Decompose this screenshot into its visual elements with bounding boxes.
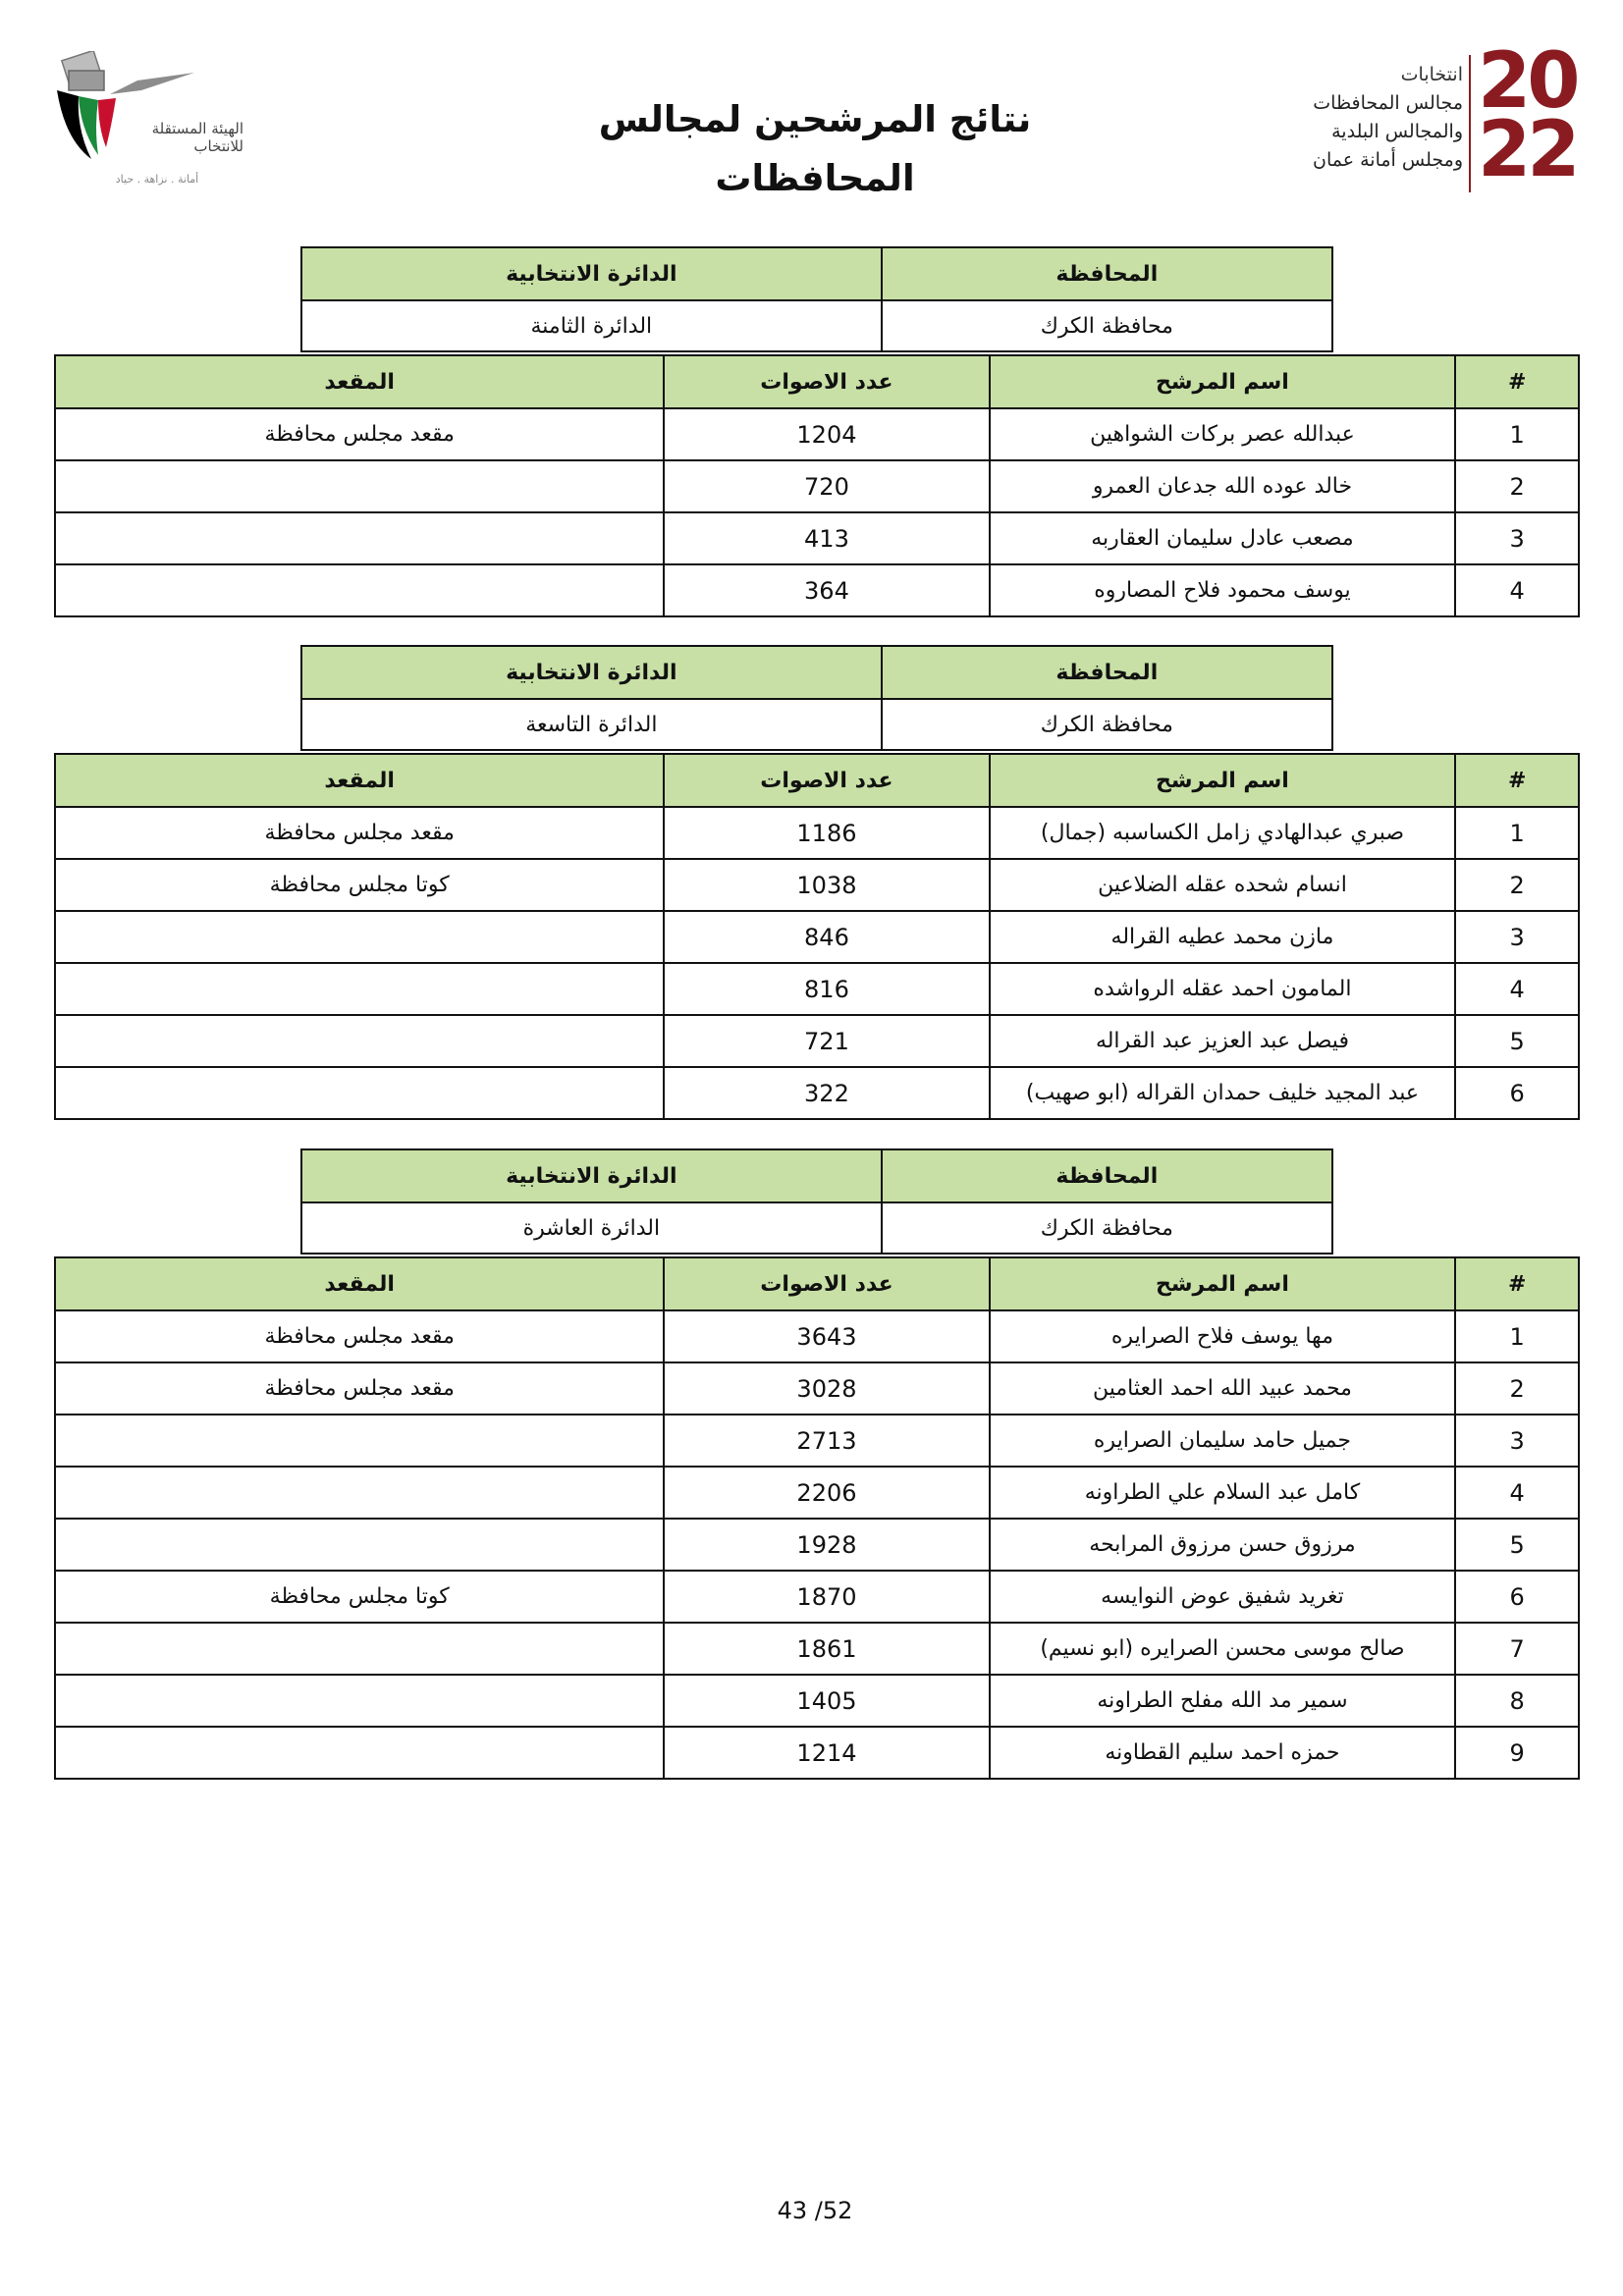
row-number: 9	[1455, 1727, 1579, 1779]
row-number: 5	[1455, 1519, 1579, 1571]
year-bottom: 22	[1478, 106, 1577, 194]
table-row	[55, 1519, 1579, 1571]
table-row	[55, 460, 1579, 512]
candidate-name: صبري عبدالهادي زامل الكساسبه (جمال)	[990, 807, 1456, 859]
table-row	[55, 564, 1579, 616]
vote-count: 3643	[664, 1310, 989, 1362]
row-number: 2	[1455, 1362, 1579, 1415]
vote-count: 3028	[664, 1362, 989, 1415]
year-top: 20	[1478, 37, 1577, 126]
candidate-name: مرزوق حسن مرزوق المرابحه	[990, 1519, 1456, 1571]
candidate-header: اسم المرشح	[990, 754, 1456, 807]
row-number: 6	[1455, 1067, 1579, 1119]
vote-count: 1038	[664, 859, 989, 911]
governorate-value: محافظة الكرك	[882, 699, 1332, 750]
seat-type: مقعد مجلس محافظة	[55, 1310, 664, 1362]
governorate-header: المحافظة	[882, 1149, 1332, 1202]
table-row	[55, 408, 1579, 460]
table-row	[55, 807, 1579, 859]
seat-type: كوتا مجلس محافظة	[55, 1571, 664, 1623]
table-row	[55, 1571, 1579, 1623]
table-row	[55, 1623, 1579, 1675]
candidate-name: انسام شحده عقله الضلاعين	[990, 859, 1456, 911]
candidate-name: مصعب عادل سليمان العقاربه	[990, 512, 1456, 564]
district-header: الدائرة الانتخابية	[301, 247, 882, 300]
district-value: الدائرة التاسعة	[301, 699, 882, 750]
seat-type	[55, 512, 664, 564]
table-row	[55, 512, 1579, 564]
elections-line-amman: ومجلس أمانة عمان	[1313, 149, 1463, 171]
district-info-table	[300, 246, 1333, 352]
seat-type	[55, 460, 664, 512]
table-row	[55, 963, 1579, 1015]
candidate-name: سمير مد الله مفلح الطراونه	[990, 1675, 1456, 1727]
seat-header: المقعد	[55, 1257, 664, 1310]
table-row	[55, 859, 1579, 911]
district-value: الدائرة العاشرة	[301, 1202, 882, 1254]
num-header: #	[1455, 1257, 1579, 1310]
candidate-name: جميل حامد سليمان الصرايره	[990, 1415, 1456, 1467]
row-number: 2	[1455, 460, 1579, 512]
table-row	[55, 1362, 1579, 1415]
vote-count: 720	[664, 460, 989, 512]
vote-count: 1186	[664, 807, 989, 859]
vote-count: 1861	[664, 1623, 989, 1675]
seat-type: كوتا مجلس محافظة	[55, 859, 664, 911]
results-table	[54, 753, 1580, 1120]
vote-count: 364	[664, 564, 989, 616]
seat-type: مقعد مجلس محافظة	[55, 807, 664, 859]
table-row	[55, 1675, 1579, 1727]
page-number: 43 /52	[777, 2197, 853, 2224]
seat-type	[55, 1675, 664, 1727]
seat-type	[55, 1623, 664, 1675]
vote-count: 1214	[664, 1727, 989, 1779]
seat-type	[55, 1519, 664, 1571]
row-number: 4	[1455, 963, 1579, 1015]
row-number: 7	[1455, 1623, 1579, 1675]
vote-count: 1405	[664, 1675, 989, 1727]
seat-type	[55, 1727, 664, 1779]
seat-type	[55, 1467, 664, 1519]
candidate-name: عبد المجيد خليف حمدان القراله (ابو صهيب)	[990, 1067, 1456, 1119]
candidate-name: فيصل عبد العزيز عبد القراله	[990, 1015, 1456, 1067]
elections-line-municipal: والمجالس البلدية	[1331, 121, 1463, 142]
governorate-value: محافظة الكرك	[882, 1202, 1332, 1254]
votes-header: عدد الاصوات	[664, 1257, 989, 1310]
seat-type: مقعد مجلس محافظة	[55, 1362, 664, 1415]
candidate-header: اسم المرشح	[990, 355, 1456, 408]
seat-type	[55, 1015, 664, 1067]
vote-count: 2206	[664, 1467, 989, 1519]
elections-line-governorates: مجالس المحافظات	[1313, 92, 1463, 114]
candidate-name: صالح موسى محسن الصرايره (ابو نسيم)	[990, 1623, 1456, 1675]
table-row	[55, 1415, 1579, 1467]
vote-count: 816	[664, 963, 989, 1015]
votes-header: عدد الاصوات	[664, 355, 989, 408]
row-number: 6	[1455, 1571, 1579, 1623]
seat-type	[55, 1067, 664, 1119]
candidate-name: محمد عبيد الله احمد العثامين	[990, 1362, 1456, 1415]
seat-header: المقعد	[55, 754, 664, 807]
num-header: #	[1455, 355, 1579, 408]
row-number: 1	[1455, 807, 1579, 859]
candidate-header: اسم المرشح	[990, 1257, 1456, 1310]
vote-count: 1204	[664, 408, 989, 460]
candidate-name: كامل عبد السلام علي الطراونه	[990, 1467, 1456, 1519]
elections-caption	[1276, 61, 1463, 175]
vote-count: 413	[664, 512, 989, 564]
governorate-value: محافظة الكرك	[882, 300, 1332, 351]
row-number: 1	[1455, 1310, 1579, 1362]
row-number: 3	[1455, 1415, 1579, 1467]
district-value: الدائرة الثامنة	[301, 300, 882, 351]
district-header: الدائرة الانتخابية	[301, 646, 882, 699]
district-info-table	[300, 645, 1333, 751]
iec-motto: أمانة . نزاهة . حياد	[115, 173, 199, 186]
seat-header: المقعد	[55, 355, 664, 408]
table-row	[55, 1310, 1579, 1362]
seat-type	[55, 1415, 664, 1467]
table-row	[55, 1467, 1579, 1519]
logo-divider	[1469, 55, 1471, 192]
row-number: 1	[1455, 408, 1579, 460]
row-number: 3	[1455, 911, 1579, 963]
candidate-name: مازن محمد عطيه القراله	[990, 911, 1456, 963]
row-number: 4	[1455, 1467, 1579, 1519]
iec-name-subtitle: للانتخاب	[193, 137, 243, 155]
vote-count: 721	[664, 1015, 989, 1067]
candidate-name: يوسف محمود فلاح المصاروه	[990, 564, 1456, 616]
table-row	[55, 1727, 1579, 1779]
row-number: 8	[1455, 1675, 1579, 1727]
results-table	[54, 354, 1580, 617]
district-header: الدائرة الانتخابية	[301, 1149, 882, 1202]
page-title: نتائج المرشحين لمجالس المحافظات	[598, 98, 1032, 199]
iec-name: الهيئة المستقلة	[151, 120, 243, 137]
governorate-header: المحافظة	[882, 646, 1332, 699]
vote-count: 322	[664, 1067, 989, 1119]
seat-type	[55, 911, 664, 963]
row-number: 4	[1455, 564, 1579, 616]
table-row	[55, 911, 1579, 963]
candidate-name: خالد عوده الله جدعان العمرو	[990, 460, 1456, 512]
vote-count: 2713	[664, 1415, 989, 1467]
candidate-name: مها يوسف فلاح الصرايره	[990, 1310, 1456, 1362]
row-number: 3	[1455, 512, 1579, 564]
governorate-header: المحافظة	[882, 247, 1332, 300]
row-number: 2	[1455, 859, 1579, 911]
vote-count: 846	[664, 911, 989, 963]
candidate-name: المامون احمد عقله الرواشده	[990, 963, 1456, 1015]
candidate-name: حمزه احمد سليم القطاونه	[990, 1727, 1456, 1779]
seat-type	[55, 963, 664, 1015]
seat-type	[55, 564, 664, 616]
vote-count: 1928	[664, 1519, 989, 1571]
candidate-name: تغريد شفيق عوض النوايسه	[990, 1571, 1456, 1623]
elections-year-logo	[1478, 37, 1577, 194]
table-row	[55, 1067, 1579, 1119]
results-table	[54, 1256, 1580, 1780]
district-info-table	[300, 1148, 1333, 1255]
row-number: 5	[1455, 1015, 1579, 1067]
num-header: #	[1455, 754, 1579, 807]
table-row	[55, 1015, 1579, 1067]
vote-count: 1870	[664, 1571, 989, 1623]
votes-header: عدد الاصوات	[664, 754, 989, 807]
seat-type: مقعد مجلس محافظة	[55, 408, 664, 460]
candidate-name: عبدالله عصر بركات الشواهين	[990, 408, 1456, 460]
elections-word: انتخابات	[1400, 64, 1463, 85]
